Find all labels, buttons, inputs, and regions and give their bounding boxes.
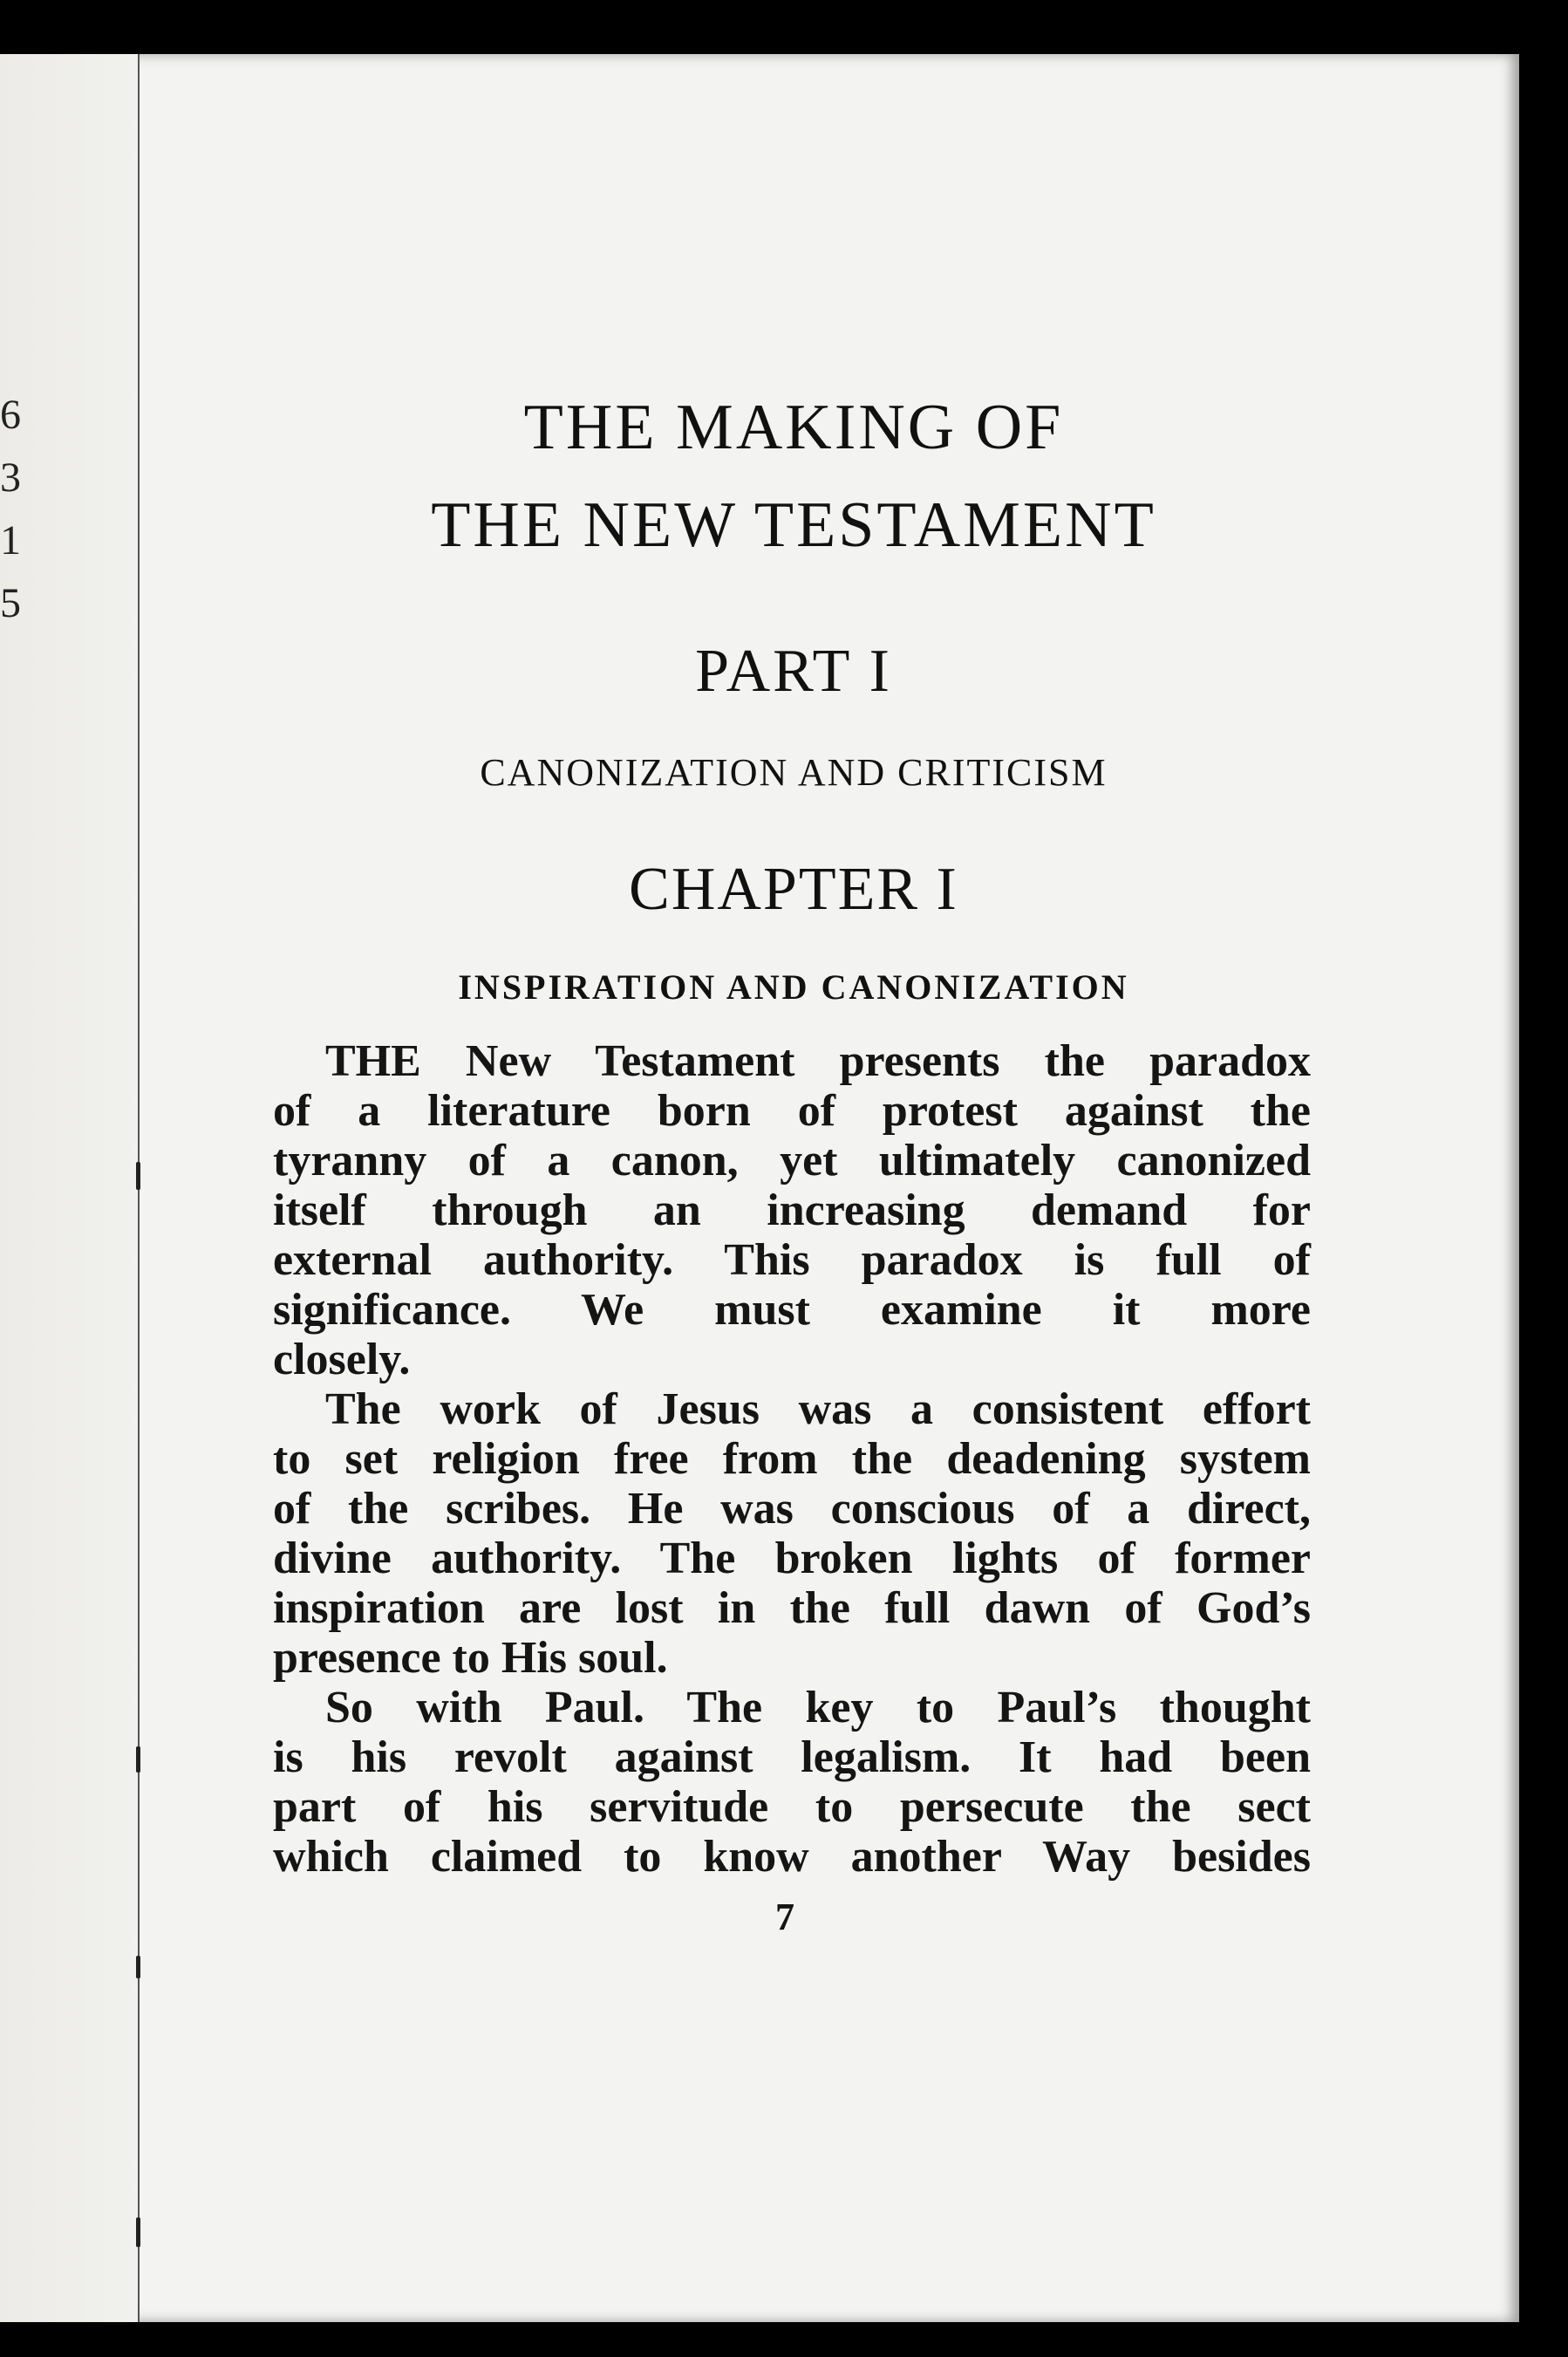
part-subtitle: CANONIZATION AND CRITICISM [480, 751, 1108, 794]
gutter-mark [136, 1956, 140, 1978]
part-heading: PART I [695, 638, 892, 705]
text-line: So with Paul. The key to Paul’s thought [325, 1683, 1311, 1732]
facing-page-margin-numbers [0, 384, 26, 635]
text-line: presence to His soul. [273, 1633, 668, 1683]
text-line: THE New Testament presents the paradox [325, 1036, 1311, 1086]
text-line: of the scribes. He was conscious of a direct, [273, 1484, 1311, 1534]
text-line: tyranny of a canon, yet ultimately canonized [273, 1136, 1311, 1185]
book-title-line-2: THE NEW TESTAMENT [431, 489, 1156, 561]
text-line: to set religion free from the deadening system [273, 1434, 1311, 1484]
text-line: part of his servitude to persecute the sect [273, 1782, 1311, 1832]
text-line: significance. We must examine it more [273, 1285, 1311, 1335]
text-line: divine authority. The broken lights of former [273, 1534, 1311, 1583]
paragraph-2 [273, 1384, 1311, 1683]
text-line: is his revolt against legalism. It had been [273, 1732, 1311, 1782]
paragraph-1 [273, 1036, 1311, 1384]
page-number: 7 [775, 1896, 794, 1938]
gutter-mark [136, 2217, 140, 2247]
paragraph-3 [273, 1683, 1311, 1882]
text-line: itself through an increasing demand for [273, 1185, 1311, 1235]
margin-digit: 1 [0, 517, 21, 564]
chapter-subtitle: INSPIRATION AND CANONIZATION [458, 967, 1129, 1007]
margin-digit: 3 [0, 454, 21, 501]
margin-digit: 6 [0, 392, 21, 438]
text-line: external authority. This paradox is full of [273, 1235, 1311, 1285]
margin-digit: 5 [0, 580, 21, 626]
text-line: of a literature born of protest against the [273, 1086, 1311, 1136]
book-title-line-1: THE MAKING OF [523, 392, 1064, 463]
gutter-mark [136, 1746, 140, 1773]
body-text [273, 1036, 1311, 1882]
chapter-heading: CHAPTER I [629, 856, 958, 923]
gutter-mark [136, 1162, 140, 1190]
text-line: The work of Jesus was a consistent effort [325, 1384, 1311, 1434]
text-line: which claimed to know another Way besides [273, 1832, 1311, 1882]
text-line: inspiration are lost in the full dawn of God’s [273, 1583, 1311, 1633]
text-line: closely. [273, 1335, 411, 1384]
